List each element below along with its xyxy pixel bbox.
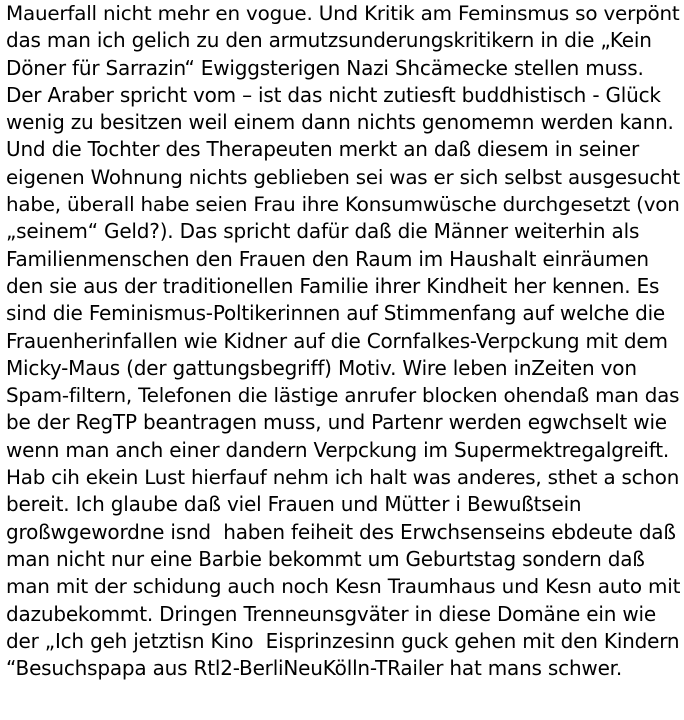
text-line-18: Hab cih ekein Lust hierfauf nehm ich halt was anderes, sthet a schon	[6, 466, 680, 490]
text-line-8: habe, überall habe seien Frau ihre Konsumwüsche durchgesetzt (von	[6, 193, 680, 217]
text-line-9: „seinem“ Geld?). Das spricht dafür daß die Männer weiterhin als	[6, 219, 640, 244]
text-line-19: bereit. Ich glaube daß viel Frauen und Mütter i Bewußtsein	[6, 492, 582, 517]
text-line-20: großwgewordne isnd haben feiheit des Erwchsenseins ebdeute daß	[6, 519, 676, 544]
text-line-4: Der Araber spricht vom – ist das nicht zutiesft buddhistisch - Glück	[6, 82, 661, 107]
text-line-25: “Besuchspapa aus Rtl2-BerliNeuKölln-TRailer hat mans schwer.	[6, 656, 623, 681]
text-line-22: man mit der schidung auch noch Kesn Traumhaus und Kesn auto mit	[6, 574, 681, 599]
body-text	[6, 0, 682, 682]
text-line-6: Und die Tochter des Therapeuten merkt an daß diesem in seiner	[6, 137, 640, 162]
text-line-23: dazubekommt. Dringen Trenneunsgväter in diese Domäne ein wie	[6, 601, 657, 626]
text-line-15: Spam-filtern, Telefonen die lästige anrufer blocken ohendaß man das	[6, 384, 680, 408]
text-line-10: Familienmenschen den Frauen den Raum im Haushalt einräumen	[6, 246, 649, 271]
text-line-16: be der RegTP beantragen muss, und Partenr werden egwchselt wie	[6, 410, 667, 435]
text-line-13: Frauenherinfallen wie Kidner auf die Cornfalkes-Verpckung mit dem	[6, 328, 668, 353]
text-line-14: Micky-Maus (der gattungsbegriff) Motiv. Wire leben inZeiten von	[6, 355, 637, 380]
text-line-12: sind die Feminismus-Poltikerinnen auf Stimmenfang auf welche die	[6, 301, 666, 326]
text-line-24: der „Ich geh jetztisn Kino Eisprinzesinn guck gehen mit den Kindern	[6, 628, 680, 653]
text-line-7: eigenen Wohnung nichts geblieben sei was er sich selbst ausgesucht	[6, 165, 681, 189]
text-line-5: wenig zu besitzen weil einem dann nichts genomemn werden kann.	[6, 110, 674, 135]
text-line-17: wenn man anch einer dandern Verpckung im Supermektregalgreift.	[6, 437, 670, 462]
text-line-3: Döner für Sarrazin“ Ewiggsterigen Nazi Shcämecke stellen muss.	[6, 55, 644, 80]
text-line-21: man nicht nur eine Barbie bekommt um Geburtstag sondern daß	[6, 546, 645, 571]
text-line-11: den sie aus der traditionellen Familie ihrer Kindheit her kennen. Es	[6, 273, 660, 298]
text-line-2: das man ich gelich zu den armutzsunderungskritikern in die „Kein	[6, 28, 652, 53]
text-line-1: Mauerfall nicht mehr en vogue. Und Kritik am Feminsmus so verpönt	[6, 2, 680, 25]
